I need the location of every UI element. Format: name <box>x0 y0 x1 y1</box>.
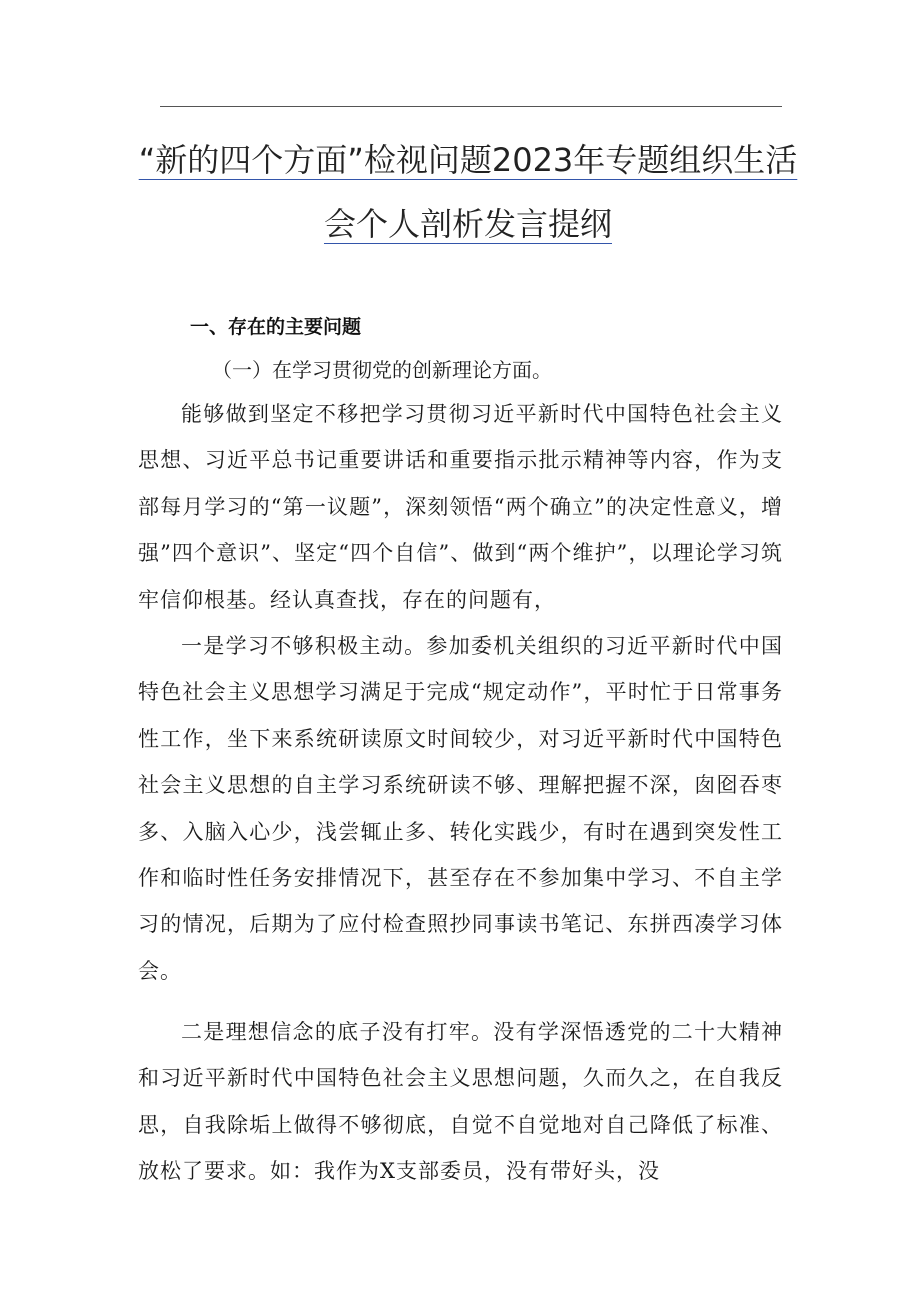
document-title-text: “新的四个方面”检视问题2023年专题组织生活会个人剖析发言提纲 <box>138 141 798 243</box>
body-paragraph: 二是理想信念的底子没有打牢。没有学深悟透党的二十大精神和习近平新时代中国特色社会主义思想问题，久而久之，在自我反思，自我除垢上做得不够彻底，自觉不自觉地对自己降低了标准、放松了要求。如：我作为X支部委员，没有带好头，没 <box>138 1020 783 1184</box>
header-rule <box>160 106 782 107</box>
section-heading: 一、存在的主要问题 <box>190 316 362 338</box>
body-paragraph: 能够做到坚定不移把学习贯彻习近平新时代中国特色社会主义思想、习近平总书记重要讲话和重要指示批示精神等内容，作为支部每月学习的“第一议题”，深刻领悟“两个确立”的决定性意义，增强”四个意识”、坚定“四个自信”、做到“两个维护”，以理论学习筑牢信仰根基。经认真查找，存在的问题有， <box>138 402 783 612</box>
document-title <box>138 128 798 256</box>
body-paragraph: 一是学习不够积极主动。参加委机关组织的习近平新时代中国特色社会主义思想学习满足于完成“规定动作”，平时忙于日常事务性工作，坐下来系统研读原文时间较少，对习近平新时代中国特色社会主义思想的自主学习系统研读不够、理解把握不深，囱囵吞枣多、入脑入心少，浅尝辄止多、转化实践少，有时在遇到突发性工作和临时性任务安排情况下，甚至存在不参加集中学习、不自主学习的情况，后期为了应付检查照抄同事读书笔记、东拼西凑学习体会。 <box>138 634 783 983</box>
subsection-heading: （一）在学习贯彻党的创新理论方面。 <box>212 358 552 382</box>
